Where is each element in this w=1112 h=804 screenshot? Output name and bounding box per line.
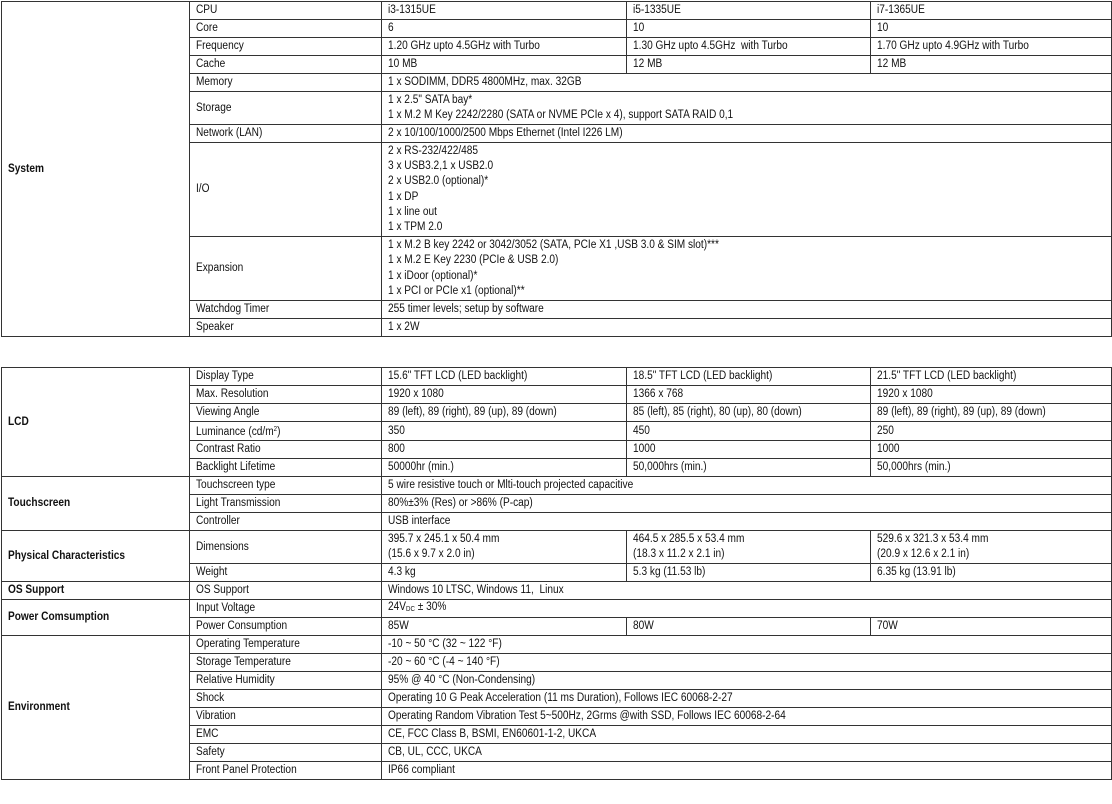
display-spec-table	[1, 367, 1112, 780]
spec-label: Light Transmission	[190, 495, 382, 513]
spec-label: Speaker	[190, 319, 382, 337]
spec-label: Cache	[190, 56, 382, 74]
spec-value: 1.70 GHz upto 4.9GHz with Turbo	[871, 38, 1112, 56]
spec-label: Input Voltage	[190, 600, 382, 618]
spec-value: 450	[627, 422, 871, 441]
spec-value: 18.5" TFT LCD (LED backlight)	[627, 368, 871, 386]
spec-value: 80%±3% (Res) or >86% (P-cap)	[382, 495, 1112, 513]
spec-value: 50,000hrs (min.)	[871, 459, 1112, 477]
spec-value: CB, UL, CCC, UKCA	[382, 744, 1112, 762]
spec-label: Operating Temperature	[190, 636, 382, 654]
spec-value: Operating 10 G Peak Acceleration (11 ms Duration), Follows IEC 60068-2-27	[382, 690, 1112, 708]
table-row	[2, 2, 1112, 20]
spec-value: Operating Random Vibration Test 5~500Hz, 2Grms @with SSD, Follows IEC 60068-2-64	[382, 708, 1112, 726]
spec-value: 50000hr (min.)	[382, 459, 627, 477]
spec-label: Vibration	[190, 708, 382, 726]
spec-value: 89 (left), 89 (right), 89 (up), 89 (down)	[871, 404, 1112, 422]
spec-label: Safety	[190, 744, 382, 762]
spec-value: 12 MB	[627, 56, 871, 74]
spec-value: 2 x RS-232/422/485 3 x USB3.2,1 x USB2.0 2 x USB2.0 (optional)* 1 x DP 1 x line out 1 x TPM 2.0	[382, 143, 1112, 237]
spec-label: Expansion	[190, 237, 382, 301]
table-row	[2, 600, 1112, 618]
spec-label: Touchscreen type	[190, 477, 382, 495]
spec-value: 1920 x 1080	[871, 386, 1112, 404]
spec-value: -20 ~ 60 °C (-4 ~ 140 °F)	[382, 654, 1112, 672]
spec-value: 10	[871, 20, 1112, 38]
spec-value: 95% @ 40 °C (Non-Condensing)	[382, 672, 1112, 690]
category-environment: Environment	[2, 636, 190, 780]
spec-value: i5-1335UE	[627, 2, 871, 20]
category-physical: Physical Characteristics	[2, 531, 190, 582]
spec-value: 1 x 2W	[382, 319, 1112, 337]
spec-value: 1000	[871, 441, 1112, 459]
spec-value: 1 x SODIMM, DDR5 4800MHz, max. 32GB	[382, 74, 1112, 92]
spec-label: Max. Resolution	[190, 386, 382, 404]
spec-value: CE, FCC Class B, BSMI, EN60601-1-2, UKCA	[382, 726, 1112, 744]
spec-label: Frequency	[190, 38, 382, 56]
spec-value: 6.35 kg (13.91 lb)	[871, 564, 1112, 582]
spec-value: 1.30 GHz upto 4.5GHz with Turbo	[627, 38, 871, 56]
spec-value: 4.3 kg	[382, 564, 627, 582]
category-touchscreen: Touchscreen	[2, 477, 190, 531]
spec-label: EMC	[190, 726, 382, 744]
spec-label: Weight	[190, 564, 382, 582]
spec-label: Core	[190, 20, 382, 38]
spec-value: 10	[627, 20, 871, 38]
spec-label: Relative Humidity	[190, 672, 382, 690]
category-lcd: LCD	[2, 368, 190, 477]
spec-value: 5.3 kg (11.53 lb)	[627, 564, 871, 582]
spec-label: Power Consumption	[190, 618, 382, 636]
category-os-support: OS Support	[2, 582, 190, 600]
table-row	[2, 531, 1112, 564]
spec-label: OS Support	[190, 582, 382, 600]
spec-label: CPU	[190, 2, 382, 20]
spec-value: 350	[382, 422, 627, 441]
spec-label: Luminance $(cd/m^2)$	[190, 422, 382, 441]
spec-value: 529.6 x 321.3 x 53.4 mm (20.9 x 12.6 x 2.1 in)	[871, 531, 1112, 564]
spec-value: 70W	[871, 618, 1112, 636]
spec-label: Storage Temperature	[190, 654, 382, 672]
spec-value: 464.5 x 285.5 x 53.4 mm (18.3 x 11.2 x 2.1 in)	[627, 531, 871, 564]
spec-value: 80W	[627, 618, 871, 636]
spec-value: $24V_{DC} \pm 30\%$	[382, 600, 1112, 618]
category-power: Power Comsumption	[2, 600, 190, 636]
spec-value: 1000	[627, 441, 871, 459]
spec-value: IP66 compliant	[382, 762, 1112, 780]
table-row	[2, 477, 1112, 495]
spec-value: 1920 x 1080	[382, 386, 627, 404]
spec-label: Viewing Angle	[190, 404, 382, 422]
spec-value: 1366 x 768	[627, 386, 871, 404]
spec-value: 85W	[382, 618, 627, 636]
table-row	[2, 636, 1112, 654]
spec-value: -10 ~ 50 °C (32 ~ 122 °F)	[382, 636, 1112, 654]
spec-label: Memory	[190, 74, 382, 92]
spec-value: 6	[382, 20, 627, 38]
spec-value: 12 MB	[871, 56, 1112, 74]
spec-value: 800	[382, 441, 627, 459]
spec-value: 15.6" TFT LCD (LED backlight)	[382, 368, 627, 386]
category-system: System	[2, 2, 190, 337]
spec-label: Network (LAN)	[190, 125, 382, 143]
spec-value: i7-1365UE	[871, 2, 1112, 20]
spec-value: 5 wire resistive touch or Mlti-touch projected capacitive	[382, 477, 1112, 495]
spec-value: 2 x 10/100/1000/2500 Mbps Ethernet (Intel I226 LM)	[382, 125, 1112, 143]
spec-value: 10 MB	[382, 56, 627, 74]
spec-label: Watchdog Timer	[190, 301, 382, 319]
spec-value: Windows 10 LTSC, Windows 11, Linux	[382, 582, 1112, 600]
spec-label: Storage	[190, 92, 382, 125]
spec-label: Shock	[190, 690, 382, 708]
spec-label: Contrast Ratio	[190, 441, 382, 459]
spec-value: USB interface	[382, 513, 1112, 531]
spec-value: 85 (left), 85 (right), 80 (up), 80 (down)	[627, 404, 871, 422]
spec-label: Dimensions	[190, 531, 382, 564]
spec-value: 250	[871, 422, 1112, 441]
spec-value: 89 (left), 89 (right), 89 (up), 89 (down)	[382, 404, 627, 422]
table-row	[2, 368, 1112, 386]
spec-value: 1 x 2.5" SATA bay* 1 x M.2 M Key 2242/2280 (SATA or NVME PCIe x 4), support SATA RAID 0,1	[382, 92, 1112, 125]
spec-label: Display Type	[190, 368, 382, 386]
system-spec-table	[1, 1, 1112, 337]
spec-value: 395.7 x 245.1 x 50.4 mm (15.6 x 9.7 x 2.0 in)	[382, 531, 627, 564]
spec-value: 1.20 GHz upto 4.5GHz with Turbo	[382, 38, 627, 56]
spec-value: 50,000hrs (min.)	[627, 459, 871, 477]
spec-value: 1 x M.2 B key 2242 or 3042/3052 (SATA, PCIe X1 ,USB 3.0 & SIM slot)*** 1 x M.2 E Key 2230 (PCIe & USB 2.0) 1 x iDoor (optional)* 1 x PCI or PCIe x1 (optional)**	[382, 237, 1112, 301]
spec-value: 255 timer levels; setup by software	[382, 301, 1112, 319]
spec-label: Backlight Lifetime	[190, 459, 382, 477]
spec-value: 21.5" TFT LCD (LED backlight)	[871, 368, 1112, 386]
spec-label: Front Panel Protection	[190, 762, 382, 780]
spec-value: i3-1315UE	[382, 2, 627, 20]
table-row	[2, 582, 1112, 600]
spec-label: Controller	[190, 513, 382, 531]
spec-label: I/O	[190, 143, 382, 237]
